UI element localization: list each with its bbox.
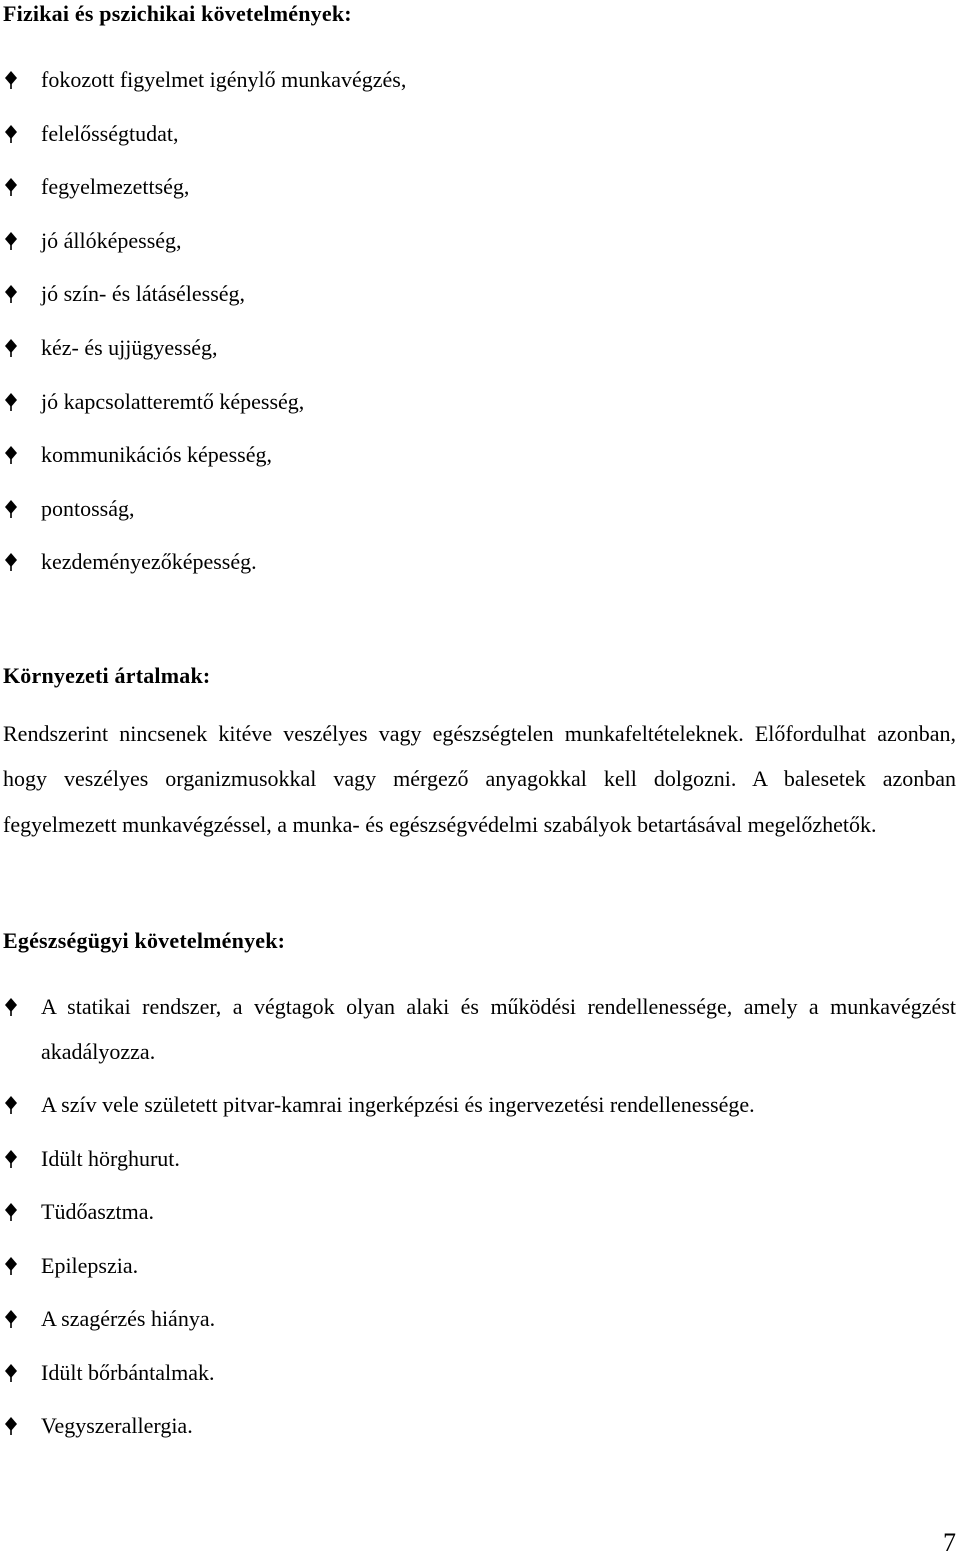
list-item: [0, 486, 960, 540]
diamond-bullet-icon: [4, 1094, 18, 1116]
list-item: [0, 984, 960, 1082]
diamond-bullet-icon: [4, 551, 18, 573]
diamond-bullet-icon: [4, 1255, 18, 1277]
heading-environment: Környezeti ártalmak:: [3, 663, 211, 688]
diamond-bullet-icon: [4, 1308, 18, 1330]
diamond-bullet-icon: [4, 391, 18, 413]
diamond-bullet-icon: [4, 444, 18, 466]
diamond-bullet-icon: [4, 1415, 18, 1437]
list-item-label: fokozott figyelmet igénylő munkavégzés,: [41, 67, 407, 92]
list-item: [0, 379, 960, 433]
list-item-label: felelősségtudat,: [41, 120, 179, 146]
diamond-bullet-icon: [4, 230, 18, 252]
list-item-label: Idült bőrbántalmak.: [41, 1359, 215, 1385]
physical-requirements-list: [0, 57, 960, 593]
diamond-bullet-icon: [4, 498, 18, 520]
diamond-bullet-icon: [4, 1362, 18, 1384]
list-item-label: kommunikációs képesség,: [41, 442, 272, 468]
list-item-label: A statikai rendszer, a végtagok olyan alaki és működési rendellenessége, amely a munkavégzést akadályozza.: [41, 994, 956, 1064]
diamond-bullet-icon: [4, 176, 18, 198]
list-item-label: jó kapcsolatteremtő képesség,: [41, 388, 305, 414]
heading-physical: Fizikai és pszichikai követelmények:: [3, 1, 352, 26]
diamond-bullet-icon: [4, 283, 18, 305]
diamond-bullet-icon: [4, 1148, 18, 1170]
list-item-label: A szagérzés hiánya.: [41, 1306, 216, 1331]
list-item: [0, 1350, 960, 1404]
diamond-bullet-icon: [4, 123, 18, 145]
list-item: [0, 539, 960, 593]
list-item: [0, 1082, 960, 1136]
list-item-label: Vegyszerallergia.: [41, 1413, 193, 1438]
page-number: 7: [943, 1528, 956, 1557]
list-item: [0, 164, 960, 218]
list-item-label: fegyelmezettség,: [41, 174, 190, 200]
list-item: [0, 1296, 960, 1350]
environment-paragraph: Rendszerint nincsenek kitéve veszélyes vagy egészségtelen munkafeltételeknek. Előfordulhat azonban, hogy veszélyes organizmusokkal vagy mérgező anyagokkal kell dolgozni. A balesetek azonban fegyelmezett munkavégzéssel, a munka- és egészségvédelmi szabályok betartásával megelőzhetők.: [3, 721, 956, 837]
list-item: [0, 1243, 960, 1297]
list-item: [0, 1189, 960, 1243]
list-item: [0, 57, 960, 111]
diamond-bullet-icon: [4, 996, 18, 1018]
list-item-label: Epilepszia.: [41, 1252, 139, 1278]
list-item: [0, 218, 960, 272]
diamond-bullet-icon: [4, 337, 18, 359]
list-item: [0, 1403, 960, 1457]
diamond-bullet-icon: [4, 69, 18, 91]
list-item-label: kezdeményezőképesség.: [41, 549, 257, 575]
list-item-label: Idült hörghurut.: [41, 1145, 180, 1171]
list-item: [0, 432, 960, 486]
list-item: [0, 271, 960, 325]
list-item-label: A szív vele született pitvar-kamrai ingerképzési és ingervezetési rendellenessége.: [41, 1092, 755, 1117]
list-item-label: jó szín- és látásélesség,: [41, 281, 246, 307]
list-item-label: Tüdőasztma.: [41, 1199, 155, 1224]
list-item-label: jó állóképesség,: [41, 227, 182, 253]
health-requirements-list: [0, 984, 960, 1457]
list-item: [0, 111, 960, 165]
list-item-label: pontosság,: [41, 495, 135, 521]
list-item: [0, 325, 960, 379]
list-item-label: kéz- és ujjügyesség,: [41, 334, 218, 360]
heading-health: Egészségügyi követelmények:: [3, 928, 286, 953]
diamond-bullet-icon: [4, 1201, 18, 1223]
list-item: [0, 1136, 960, 1190]
